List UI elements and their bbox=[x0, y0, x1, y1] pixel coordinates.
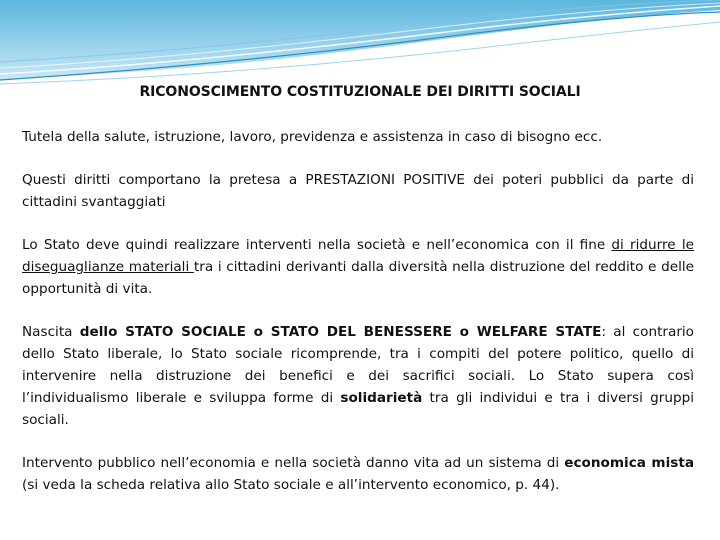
decorative-wave-header bbox=[0, 0, 720, 90]
p4-bold-solidarity: solidarietà bbox=[340, 390, 423, 406]
p4-text-a: Nascita bbox=[22, 324, 80, 340]
p3-text-before: Lo Stato deve quindi realizzare interventi nella società e nell’economica con il fine bbox=[22, 237, 612, 253]
paragraph-rights-list: Tutela della salute, istruzione, lavoro, previdenza e assistenza in caso di bisogno ecc. bbox=[22, 129, 603, 145]
p4-bold-welfare: dello STATO SOCIALE o STATO DEL BENESSERE o WELFARE STATE bbox=[79, 324, 602, 340]
p5-bold-mixed-economy: economica mista bbox=[564, 455, 694, 471]
paragraph-mixed-economy bbox=[22, 452, 694, 496]
paragraph-positive-benefits: Questi diritti comportano la pretesa a PRESTAZIONI POSITIVE dei poteri pubblici da parte di cittadini svantaggiati bbox=[22, 172, 694, 210]
p3-text-after: tra i cittadini derivanti dalla diversità nella distruzione del reddito e delle opportunità di vita. bbox=[22, 259, 694, 297]
paragraph-welfare-state bbox=[22, 321, 694, 431]
p4-text-c: : al contrario dello Stato liberale, lo Stato sociale ricomprende, tra i compiti del potere politico, quello di intervenire nella distruzione dei benefici e dei sacrifici sociali. Lo Stato supera così l’individualismo liberale e sviluppa forme di bbox=[22, 324, 694, 406]
wave-band-fill bbox=[0, 0, 720, 80]
slide-title: RICONOSCIMENTO COSTITUZIONALE DEI DIRITTI SOCIALI bbox=[139, 84, 581, 100]
p5-text-a: Intervento pubblico nell’economia e nella società danno vita ad un sistema di bbox=[22, 455, 565, 471]
paragraph-state-intervention bbox=[22, 234, 694, 300]
p4-text-e: tra gli individui e tra i diversi gruppi sociali. bbox=[22, 390, 694, 428]
p3-underlined-text: di ridurre le diseguaglianze materiali bbox=[22, 237, 694, 275]
slide-content bbox=[22, 126, 694, 517]
p5-text-c: (si veda la scheda relativa allo Stato sociale e all’intervento economico, p. 44). bbox=[22, 477, 560, 493]
